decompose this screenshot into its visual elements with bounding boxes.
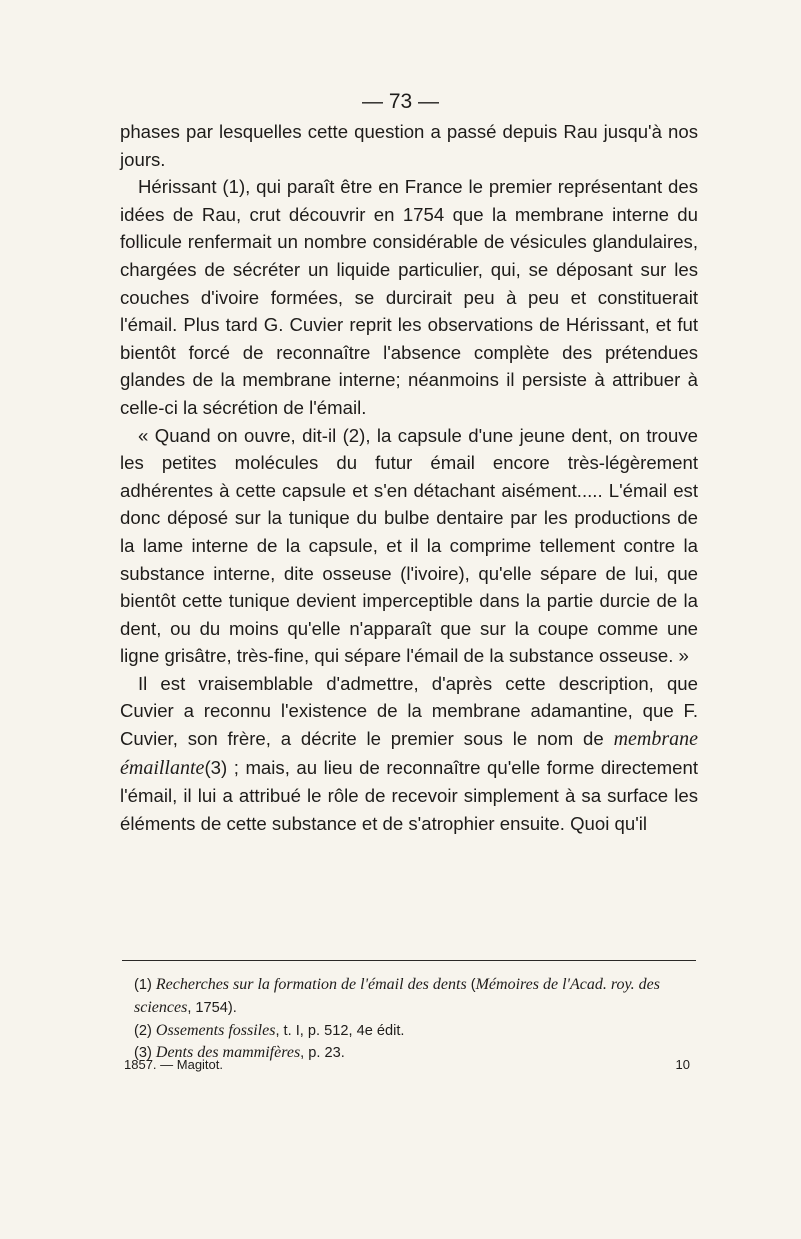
signature-number: 10	[675, 1057, 690, 1072]
paragraph-1: phases par lesquelles cette question a passé depuis Rau jusqu'à nos jours.	[120, 121, 698, 170]
footnote-2	[124, 1020, 696, 1043]
footnote-1-title: Recherches sur la formation de l'émail des dents	[155, 976, 467, 993]
footnotes	[124, 974, 696, 1065]
footnote-1-number: (1)	[134, 977, 156, 993]
footnote-1	[124, 974, 696, 1020]
footnote-1-mid: (	[466, 977, 476, 993]
paragraph-4	[120, 670, 698, 838]
printer-signature	[124, 1057, 690, 1072]
page-number: — 73 —	[361, 90, 440, 113]
footnote-3-number: (3)	[134, 1045, 156, 1062]
paragraph-4-text-b: (3) ; mais, au lieu de reconnaître qu'elle forme directement l'émail, il lui a attribué le rôle de recevoir simplement à sa surface les éléments de cette substance et de s'atrophier ensuite. Quoi qu'il	[120, 756, 698, 834]
footnote-2-number: (2)	[134, 1022, 156, 1039]
footnote-3-end: , p. 23.	[300, 1045, 345, 1062]
paragraph-4-italic-term: membrane émaillante	[120, 728, 698, 779]
paragraph-3-quote: « Quand on ouvre, dit-il (2), la capsule d'une jeune dent, on trouve les petites molécules du futur émail encore très-légèrement adhérentes à cette capsule et s'en détachant aisément..... L'émail est donc déposé sur la tunique du bulbe dentaire par les productions de la lame interne de la capsule, et il la comprime tellement contre la substance interne, dite osseuse (l'ivoire), qu'elle sépare de lui, que bientôt cette tunique devient imperceptible dans la partie durcie de la dent, ou du moins qu'elle n'apparaît que sur la coupe comme une ligne grisâtre, très-fine, qui sépare l'émail de la substance osseuse. »	[120, 424, 698, 667]
footnote-3-title: Dents des mammifères	[155, 1044, 301, 1062]
body-text	[120, 118, 698, 837]
signature-left: 1857. — Magitot.	[124, 1057, 223, 1072]
paragraph-4-text-a: Il est vraisemblable d'admettre, d'après cette description, que Cuvier a reconnu l'existence de la membrane adamantine, que F. Cuvier, son frère, a décrite le premier sous le nom de	[120, 672, 698, 750]
paragraph-2: Hérissant (1), qui paraît être en France le premier représentant des idées de Rau, crut découvrir en 1754 que la membrane interne du follicule renfermait un nombre considérable de vésicules glandulaires, chargées de sécréter un liquide particulier, qui, se déposant sur les couches d'ivoire formées, se durcirait peu à peu et constituerait l'émail. Plus tard G. Cuvier reprit les observations de Hérissant, et fut bientôt forcé de reconnaître l'absence complète des prétendues glandes de la membrane interne; néanmoins il persiste à attribuer à celle-ci la sécrétion de l'émail.	[120, 176, 698, 418]
footnote-2-title: Ossements fossiles	[155, 1021, 276, 1039]
footnote-2-end: , t. I, p. 512, 4e édit.	[275, 1022, 405, 1039]
footnote-1-journal: Mémoires de l'Acad. roy. des sciences	[134, 976, 661, 1016]
footnote-rule	[122, 960, 696, 961]
footnote-1-end: , 1754).	[187, 999, 237, 1016]
